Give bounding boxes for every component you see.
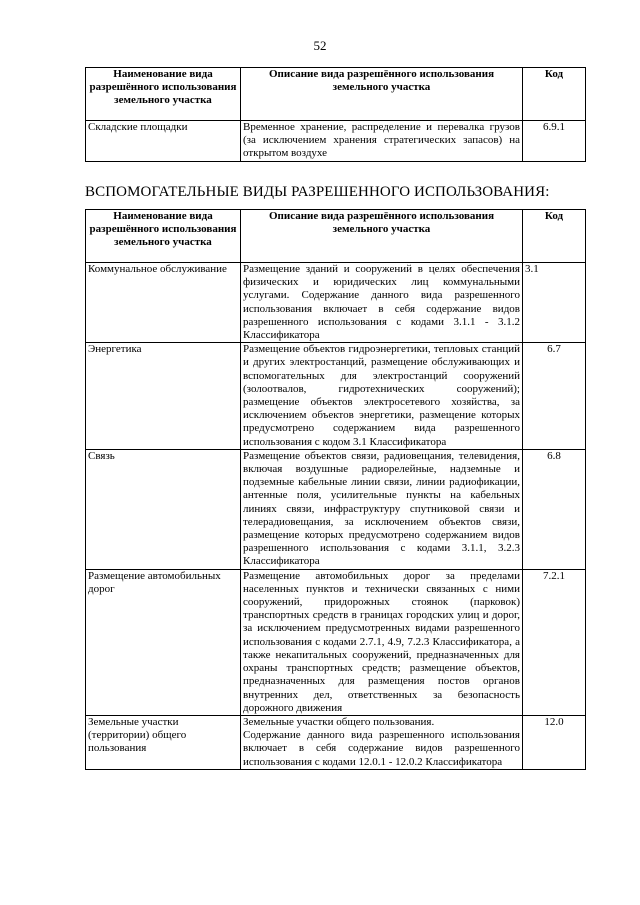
- table-main-uses: [85, 67, 586, 162]
- page-number: 52: [313, 38, 327, 53]
- table-row: [86, 343, 586, 450]
- row-code: 12.0: [523, 715, 586, 769]
- row-description: Размещение автомобильных дорог за пределами населенных пунктов и технически связанных с ними сооружений, придорожных стоянок (парковок) транспортных средств в границах городских улиц и дорог, за исключением предусмотренных видами разрешенного использования с кодами 2.7.1, 4.9, 7.2.3 Классификатора, а также некапитальных сооружений, предназначенных для охраны транспортных средств; размещение объектов, предназначенных для размещения постов органов внутренних дел, ответственных за безопасность дорожного движения: [241, 569, 523, 715]
- table-header-row: [86, 68, 586, 121]
- row-code: 3.1: [523, 263, 586, 343]
- row-name: Связь: [86, 449, 241, 569]
- table-row: [86, 569, 586, 715]
- table-auxiliary-uses: [85, 209, 586, 770]
- table-header-row: [86, 210, 586, 263]
- header-name: Наименование вида разрешённого использования земельного участка: [86, 210, 241, 263]
- row-code: 6.8: [523, 449, 586, 569]
- row-description: [241, 715, 523, 769]
- table-row: [86, 121, 586, 162]
- table-row: [86, 715, 586, 769]
- table-row: [86, 449, 586, 569]
- header-description: Описание вида разрешённого использования земельного участка: [241, 210, 523, 263]
- table-row: [86, 263, 586, 343]
- row-description: Размещение объектов гидроэнергетики, тепловых станций и других электростанций, размещение обслуживающих и вспомогательных для электростанций сооружений (золоотвалов, гидротехнических сооружений); размещение объектов электросетевого хозяйства, за исключением объектов энергетики, размещение которых предусмотрено содержанием вида разрешенного использования с кодом 3.1 Классификатора: [241, 343, 523, 450]
- header-name: Наименование вида разрешённого использования земельного участка: [86, 68, 241, 121]
- row-name: Размещение автомобильных дорог: [86, 569, 241, 715]
- row-name: Земельные участки (территории) общего пользования: [86, 715, 241, 769]
- row-description: Временное хранение, распределение и перевалка грузов (за исключением хранения стратегических запасов) на открытом воздухе: [241, 121, 523, 162]
- row-description-body: Содержание данного вида разрешенного использования включает в себя содержание видов разрешенного использования с кодами 12.0.1 - 12.0.2 Классификатора: [243, 729, 520, 768]
- row-code: 6.7: [523, 343, 586, 450]
- row-name: Энергетика: [86, 343, 241, 450]
- header-description: Описание вида разрешённого использования земельного участка: [241, 68, 523, 121]
- row-name: Складские площадки: [86, 121, 241, 162]
- row-code: 7.2.1: [523, 569, 586, 715]
- row-description: Размещение зданий и сооружений в целях обеспечения физических и юридических лиц коммунальными услугами. Содержание данного вида разрешенного использования включает в себя содержание видов разрешенного использования с кодами 3.1.1 - 3.1.2 Классификатора: [241, 263, 523, 343]
- row-name: Коммунальное обслуживание: [86, 263, 241, 343]
- header-code: Код: [523, 210, 586, 263]
- row-description: Размещение объектов связи, радиовещания, телевидения, включая воздушные радиорелейные, надземные и подземные кабельные линии связи, линии радиофикации, антенные поля, усилительные пункты на кабельных линиях связи, инфраструктуру спутниковой связи и телерадиовещания, за исключением объектов связи, размещение которых предусмотрено содержанием видов разрешенного использования с кодами 3.1.1, 3.2.3 Классификатора: [241, 449, 523, 569]
- header-code: Код: [523, 68, 586, 121]
- row-code: 6.9.1: [523, 121, 586, 162]
- section-title: ВСПОМОГАТЕЛЬНЫЕ ВИДЫ РАЗРЕШЕННОГО ИСПОЛЬЗОВАНИЯ:: [85, 184, 550, 200]
- row-description-line1: Земельные участки общего пользования.: [243, 715, 435, 728]
